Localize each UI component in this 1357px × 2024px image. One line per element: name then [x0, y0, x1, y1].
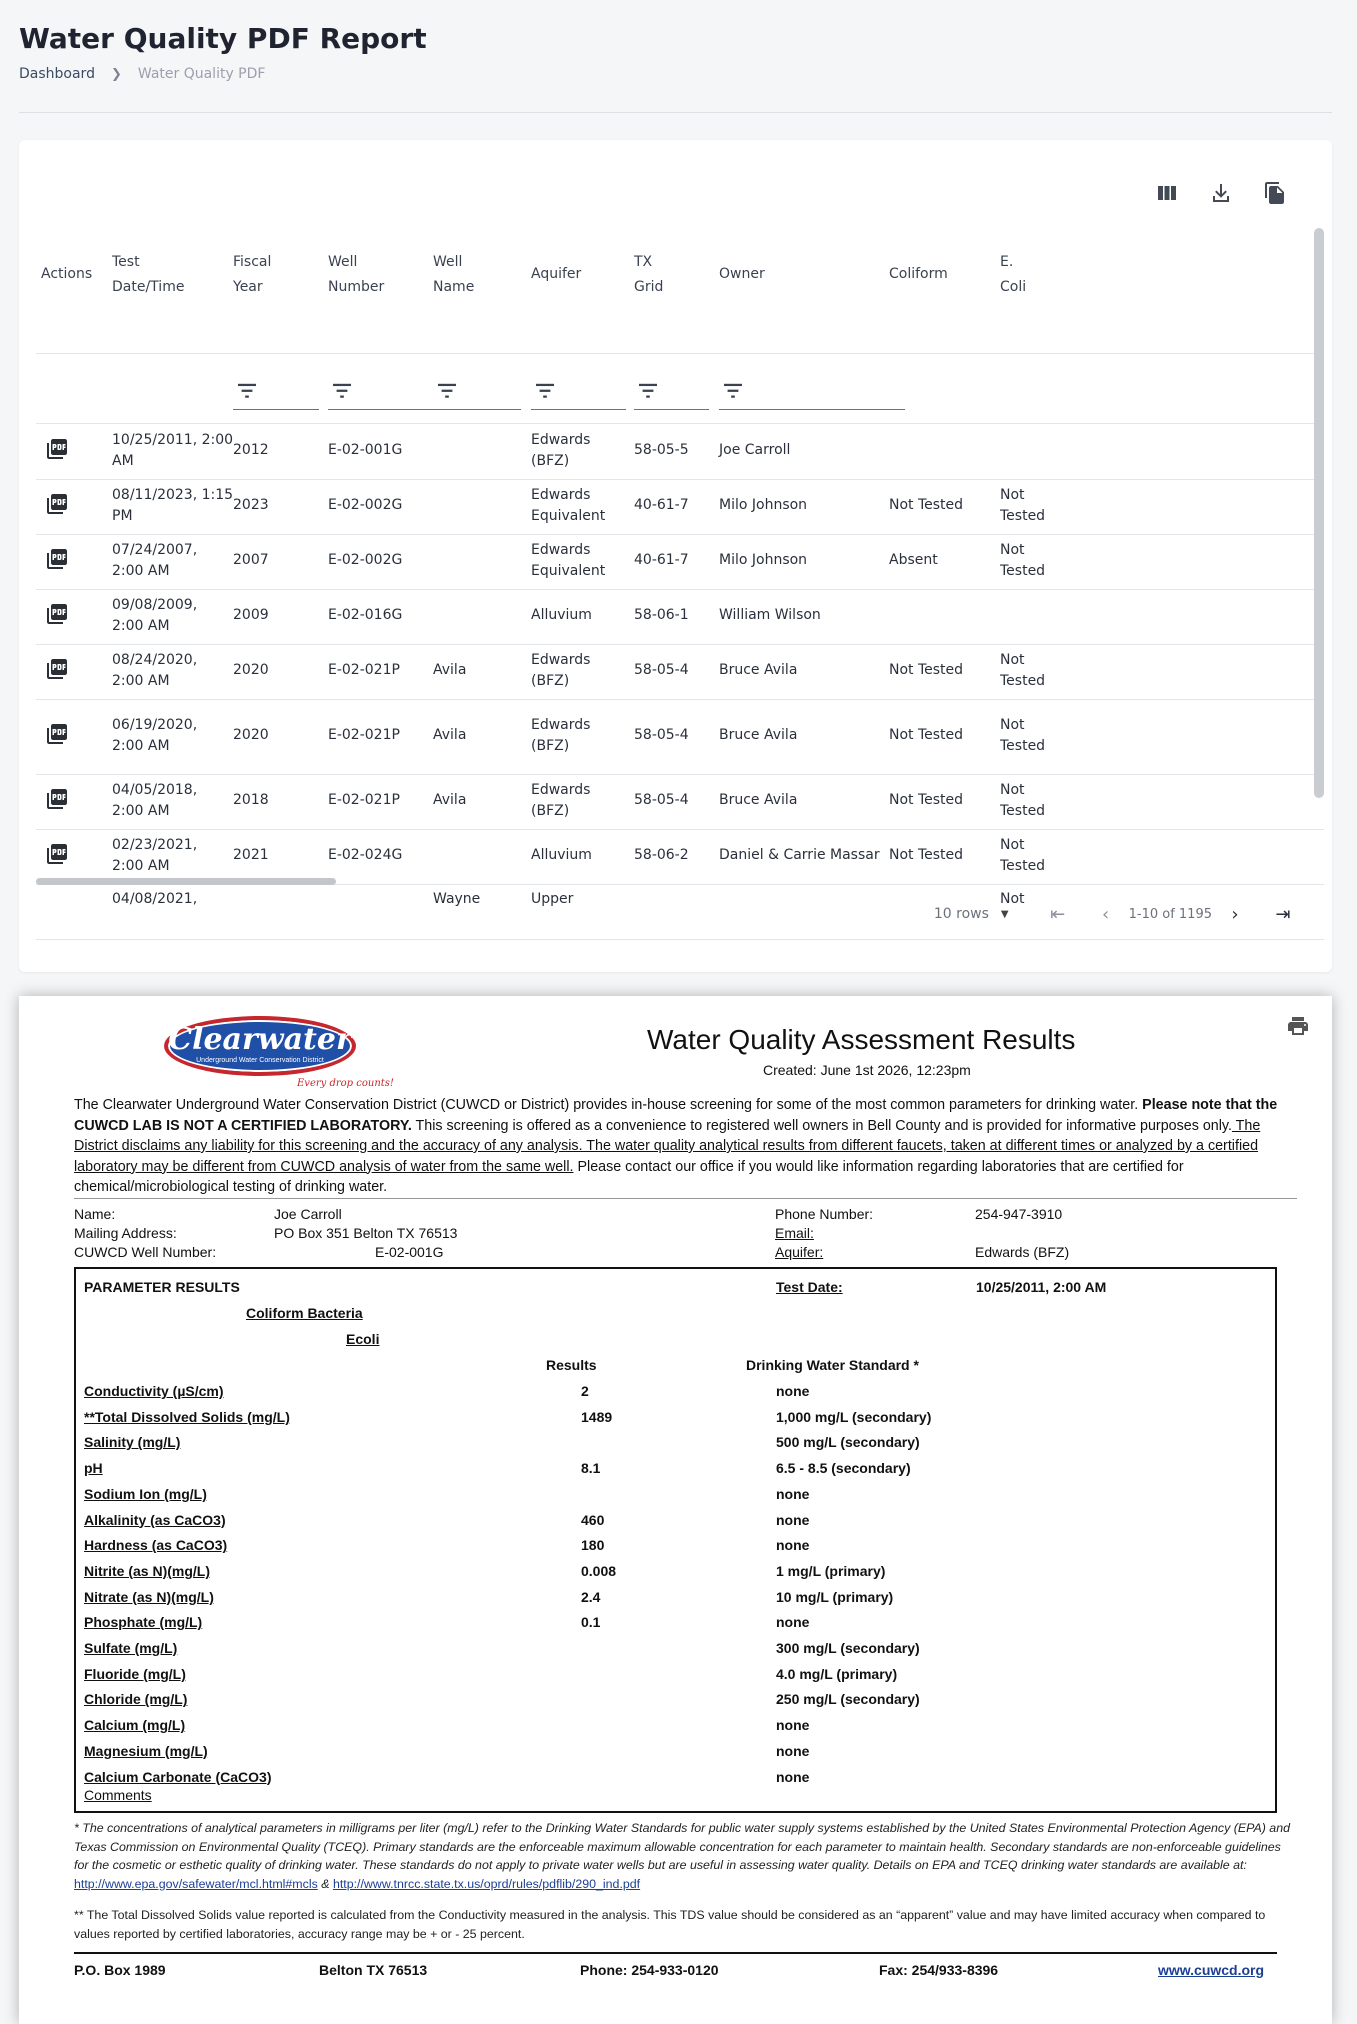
tceq-link[interactable]: http://www.tnrcc.state.tx.us/oprd/rules/pdflib/290_ind.pdf	[332, 1876, 641, 1891]
parameter-result: 2	[581, 1383, 589, 1399]
pdf-icon[interactable]	[45, 787, 69, 811]
cell-well-no: E-02-021P	[328, 662, 400, 678]
cell-datetime: 09/08/2009, 2:00 AM	[112, 596, 198, 634]
parameter-standard: 4.0 mg/L (primary)	[776, 1665, 898, 1682]
parameter-name: **Total Dissolved Solids (mg/L)	[84, 1408, 290, 1425]
intro-text: This screening is offered as a convenience to registered well owners in Bell County and is provided for informative purposes only.	[411, 1117, 1232, 1134]
table-row[interactable]	[36, 775, 1324, 830]
vertical-scrollbar[interactable]	[1314, 228, 1324, 798]
footer-phone: Phone: 254-933-0120	[580, 1962, 719, 1978]
next-page-icon[interactable]: ›	[1231, 903, 1239, 925]
cell-aquifer: Alluvium	[531, 607, 592, 623]
report-created: Created: June 1st 2026, 12:23pm	[763, 1062, 971, 1078]
cell-fiscal: 2018	[233, 792, 269, 808]
cell-ecoli: Not Tested	[1000, 541, 1046, 579]
cell-ecoli: Not Tested	[1000, 486, 1046, 524]
cell-txgrid: 40-61-7	[634, 552, 689, 568]
test-date-label: Test Date:	[776, 1279, 843, 1295]
phone-label: Phone Number:	[775, 1206, 874, 1222]
filter-icon	[637, 382, 659, 400]
column-header-aquifer[interactable]: Aquifer	[531, 266, 582, 282]
cell-txgrid: 58-05-4	[634, 792, 689, 808]
parameter-name: Nitrite (as N)(mg/L)	[84, 1562, 210, 1579]
parameter-standard: 500 mg/L (secondary)	[776, 1434, 920, 1451]
cell-txgrid: 58-05-5	[634, 442, 689, 458]
cell-txgrid: 58-05-4	[634, 662, 689, 678]
aquifer-value: Edwards (BFZ)	[975, 1244, 1070, 1260]
parameter-name: Calcium (mg/L)	[84, 1717, 186, 1734]
cell-ecoli: Not Tested	[1000, 716, 1046, 754]
parameter-name: Sodium Ion (mg/L)	[84, 1485, 207, 1502]
test-date-value: 10/25/2011, 2:00 AM	[976, 1279, 1107, 1295]
parameter-result: 460	[581, 1511, 605, 1528]
table-row[interactable]	[36, 425, 1324, 480]
footer-divider	[74, 1952, 1277, 1954]
table-row[interactable]	[36, 590, 1324, 645]
download-icon[interactable]	[1208, 180, 1234, 206]
filter-icon	[436, 382, 458, 400]
table-toolbar	[1154, 180, 1288, 206]
pdf-icon[interactable]	[45, 492, 69, 516]
footer-fax: Fax: 254/933-8396	[879, 1962, 999, 1978]
first-page-icon[interactable]: ⇤	[1050, 903, 1066, 925]
cell-aquifer: Alluvium	[531, 847, 592, 863]
table-row[interactable]	[36, 535, 1324, 590]
cell-fiscal: 2020	[233, 727, 269, 743]
parameter-name: Chloride (mg/L)	[84, 1691, 188, 1708]
parameter-standard: 10 mg/L (primary)	[776, 1588, 894, 1605]
header-divider	[19, 112, 1332, 113]
pdf-report	[19, 996, 1332, 2024]
parameter-standard: none	[776, 1717, 810, 1734]
cell-coliform: Not Tested	[889, 727, 964, 743]
filter-well_name[interactable]	[433, 382, 521, 410]
filter-owner[interactable]	[719, 382, 905, 410]
breadcrumb-dashboard-link[interactable]: Dashboard	[19, 66, 95, 82]
cell-txgrid: 58-06-2	[634, 847, 689, 863]
data-grid	[36, 228, 1324, 907]
pdf-icon[interactable]	[45, 547, 69, 571]
footnote-amp: &	[317, 1876, 333, 1891]
pdf-icon[interactable]	[45, 437, 69, 461]
cell-owner: Bruce Avila	[719, 662, 798, 678]
cell-well-name: Avila	[433, 662, 467, 678]
parameter-standard: none	[776, 1485, 810, 1502]
cell-datetime: 08/24/2020, 2:00 AM	[112, 651, 198, 689]
logo-name: Clearwater	[168, 1022, 352, 1057]
cell-owner: Milo Johnson	[719, 497, 808, 513]
parameter-name: Hardness (as CaCO3)	[84, 1537, 228, 1554]
phone-number: 254-947-3910	[975, 1206, 1063, 1222]
filter-icon	[331, 382, 353, 400]
cell-datetime: 04/05/2018, 2:00 AM	[112, 781, 198, 819]
parameter-standard: 6.5 - 8.5 (secondary)	[776, 1460, 911, 1477]
parameter-standard: none	[776, 1511, 810, 1528]
parameter-name: Magnesium (mg/L)	[84, 1742, 208, 1759]
parameter-name: pH	[84, 1460, 103, 1477]
page-title: Water Quality PDF Report	[19, 22, 427, 55]
cell-aquifer: Edwards (BFZ)	[531, 716, 591, 754]
parameter-result: 8.1	[581, 1460, 601, 1477]
parameter-name: Alkalinity (as CaCO3)	[84, 1511, 226, 1528]
cell-txgrid: 58-06-1	[634, 607, 689, 623]
columns-icon[interactable]	[1154, 180, 1180, 206]
parameter-name: Phosphate (mg/L)	[84, 1614, 203, 1631]
standard-header: Drinking Water Standard *	[746, 1357, 919, 1373]
parameter-standard: 250 mg/L (secondary)	[776, 1691, 920, 1708]
pdf-icon[interactable]	[45, 657, 69, 681]
cell-well-no: E-02-001G	[328, 442, 403, 458]
pdf-icon[interactable]	[45, 602, 69, 626]
parameter-results-box	[74, 1267, 1277, 1813]
column-header-datetime[interactable]: Test Date/Time	[112, 254, 185, 295]
parameter-standard: none	[776, 1537, 810, 1554]
column-header-fiscal[interactable]: Fiscal Year	[233, 254, 272, 295]
cell-coliform: Absent	[889, 552, 938, 568]
logo-subtitle: Underground Water Conservation District	[196, 1057, 324, 1064]
footer-city: Belton TX 76513	[319, 1962, 428, 1978]
cell-datetime: 04/08/2021,	[112, 891, 198, 907]
chevron-right-icon: ❯	[110, 66, 122, 82]
parameter-standard: 300 mg/L (secondary)	[776, 1640, 920, 1656]
cell-coliform: Not Tested	[889, 497, 964, 513]
column-header-txgrid[interactable]: TX Grid	[634, 254, 664, 295]
report-title: Water Quality Assessment Results	[647, 1024, 1076, 1055]
cell-coliform: Not Tested	[889, 662, 964, 678]
filter-txgrid[interactable]	[634, 382, 709, 410]
column-header-ecoli[interactable]: E. Coli	[1000, 254, 1027, 295]
parameter-name: Salinity (mg/L)	[84, 1434, 181, 1451]
footnote-standards	[74, 1819, 1290, 1893]
cell-ecoli: Not Tested	[1000, 836, 1046, 874]
cell-owner: Daniel & Carrie Massar	[719, 847, 880, 863]
cell-owner: Joe Carroll	[719, 442, 791, 458]
filter-fiscal[interactable]	[233, 382, 319, 410]
parameter-standard: none	[776, 1768, 810, 1785]
cell-coliform: Not Tested	[889, 847, 964, 863]
cell-fiscal: 2012	[233, 442, 269, 458]
ecoli-label: Ecoli	[346, 1331, 380, 1347]
cell-well-name: Wayne	[433, 891, 481, 907]
report-intro	[74, 1095, 1290, 1198]
column-header-actions[interactable]: Actions	[41, 266, 93, 282]
clearwater-logo	[164, 1016, 404, 1092]
caret-down-icon: ▼	[1000, 908, 1009, 920]
table-row[interactable]	[36, 830, 1324, 885]
cell-datetime: 07/24/2007, 2:00 AM	[112, 541, 198, 579]
owner-name: Joe Carroll	[274, 1206, 342, 1222]
cell-well-name: Avila	[433, 727, 467, 743]
filter-icon	[722, 382, 744, 400]
parameter-result: 0.1	[581, 1614, 601, 1631]
table-row[interactable]	[36, 480, 1324, 535]
cell-ecoli: Not Tested	[1000, 781, 1046, 819]
cell-datetime: 10/25/2011, 2:00 AM	[112, 431, 234, 469]
parameter-standard: 1,000 mg/L (secondary)	[776, 1408, 932, 1425]
parameter-result: 2.4	[581, 1588, 601, 1605]
prev-page-icon[interactable]: ‹	[1102, 903, 1110, 925]
cell-datetime: 02/23/2021, 2:00 AM	[112, 836, 198, 874]
page-range: 1-10 of 1195	[1128, 906, 1212, 922]
cell-well-name: Avila	[433, 792, 467, 808]
footer-website-link[interactable]: www.cuwcd.org	[1158, 1962, 1265, 1978]
breadcrumb-current: Water Quality PDF	[137, 66, 266, 82]
cell-well-no: E-02-021P	[328, 792, 400, 808]
parameter-results-heading: PARAMETER RESULTS	[84, 1279, 240, 1295]
table-row[interactable]	[36, 700, 1324, 775]
cell-ecoli: Not Tested	[1000, 651, 1046, 689]
cell-well-no: E-02-016G	[328, 607, 403, 623]
email-label: Email:	[775, 1225, 814, 1241]
column-header-owner[interactable]: Owner	[719, 266, 765, 282]
cell-fiscal: 2021	[233, 847, 269, 863]
cell-txgrid: 58-05-4	[634, 727, 689, 743]
cell-owner: Bruce Avila	[719, 727, 798, 743]
name-label: Name:	[74, 1206, 116, 1222]
mailing-address: PO Box 351 Belton TX 76513	[274, 1225, 458, 1241]
cell-aquifer: Edwards (BFZ)	[531, 431, 591, 469]
filter-icon	[534, 382, 556, 400]
cell-ecoli: Not	[1000, 891, 1025, 907]
cell-well-no: E-02-002G	[328, 497, 403, 513]
cell-owner: Bruce Avila	[719, 792, 798, 808]
cell-well-no: E-02-002G	[328, 552, 403, 568]
cell-fiscal: 2009	[233, 607, 269, 623]
cell-coliform: Not Tested	[889, 792, 964, 808]
comments-label: Comments	[84, 1787, 152, 1803]
parameter-name: Nitrate (as N)(mg/L)	[84, 1588, 214, 1605]
column-header-well_no[interactable]: Well Number	[328, 254, 385, 295]
cell-owner: William Wilson	[719, 607, 821, 623]
rows-per-page-select[interactable]	[934, 906, 1009, 922]
results-header: Results	[546, 1357, 597, 1373]
well-number: E-02-001G	[375, 1244, 444, 1260]
cell-well-no: E-02-021P	[328, 727, 400, 743]
filter-icon	[236, 382, 258, 400]
table-filter-row	[36, 354, 1324, 424]
table-header-row	[36, 228, 1324, 354]
cell-txgrid: 40-61-7	[634, 497, 689, 513]
rows-per-page-value: 10 rows	[933, 906, 989, 922]
cell-aquifer: Edwards Equivalent	[531, 541, 606, 579]
table-row[interactable]	[36, 645, 1324, 700]
cell-datetime: 06/19/2020, 2:00 AM	[112, 716, 198, 754]
cell-fiscal: 2023	[233, 497, 269, 513]
last-page-icon[interactable]: ⇥	[1275, 903, 1291, 925]
parameter-name: Conductivity (µS/cm)	[84, 1383, 224, 1399]
address-label: Mailing Address:	[74, 1225, 177, 1241]
footnote-tds: ** The Total Dissolved Solids value reported is calculated from the Conductivity measured in the analysis. This TDS value should be considered as an “apparent” value and may have limited accuracy when compared to values reported by certified laboratories, accuracy range may be + or - 25 percent.	[74, 1908, 1266, 1941]
report-divider	[74, 1198, 1297, 1199]
cell-aquifer: Edwards (BFZ)	[531, 781, 591, 819]
pagination	[934, 902, 1298, 926]
parameter-name: Sulfate (mg/L)	[84, 1640, 178, 1656]
parameter-result: 0.008	[581, 1562, 617, 1579]
pdf-icon[interactable]	[45, 842, 69, 866]
breadcrumb	[19, 66, 265, 82]
cell-aquifer: Edwards Equivalent	[531, 486, 606, 524]
parameter-name: Fluoride (mg/L)	[84, 1665, 186, 1682]
cell-well-no: E-02-024G	[328, 847, 403, 863]
cell-datetime: 08/11/2023, 1:15 PM	[112, 486, 234, 524]
intro-disclaimer: The District disclaims any liability for this screening and the accuracy of any analysis. The water quality analytical results from different faucets, taken at different times or analyzed by a certified laboratory may be different from CUWCD analysis of water from the same well.	[74, 1117, 1261, 1175]
parameter-name: Calcium Carbonate (CaCO3)	[84, 1768, 272, 1785]
parameter-standard: none	[776, 1742, 810, 1759]
column-header-coliform[interactable]: Coliform	[889, 266, 948, 282]
cell-fiscal: 2007	[233, 552, 269, 568]
parameter-result: 1489	[581, 1408, 613, 1425]
coliform-bacteria-label: Coliform Bacteria	[246, 1305, 363, 1321]
aquifer-label: Aquifer:	[775, 1244, 824, 1260]
intro-warning: Please note that the CUWCD LAB IS NOT A CERTIFIED LABORATORY.	[74, 1097, 1278, 1134]
horizontal-scrollbar[interactable]	[36, 878, 336, 885]
filter-well_no[interactable]	[328, 382, 434, 410]
intro-text: Please contact our office if you would like information regarding laboratories that are certified for chemical/microbiological testing of drinking water.	[74, 1158, 1184, 1195]
epa-link[interactable]: http://www.epa.gov/safewater/mcl.html#mcls	[74, 1876, 318, 1891]
parameter-standard: 1 mg/L (primary)	[776, 1562, 886, 1579]
parameter-result: 180	[581, 1537, 605, 1554]
copy-icon[interactable]	[1262, 180, 1288, 206]
intro-text: The Clearwater Underground Water Conservation District (CUWCD or District) provides in-house screening for some of the most common parameters for drinking water.	[74, 1097, 1143, 1113]
filter-aquifer[interactable]	[531, 382, 626, 410]
logo-tagline: Every drop counts!	[297, 1078, 394, 1089]
footnote-text: * The concentrations of analytical parameters in milligrams per liter (mg/L) refer to the Drinking Water Standards for public water supply systems established by the United States Environmental Protection Agency (EPA) and Texas Commission on Environmental Quality (TCEQ). Primary standards are the enforceable maximum allowable concentration for each parameter to maintain health. Secondary standards are non-enforceable guidelines for the cosmetic or esthetic quality of drinking water. These standards do not apply to private water wells but are useful in assessing water quality. Details on EPA and TCEQ drinking water standards are available at:	[74, 1821, 1290, 1872]
parameter-standard: none	[776, 1383, 810, 1399]
cell-aquifer: Upper	[531, 891, 574, 907]
column-header-well_name[interactable]: Well Name	[433, 254, 475, 295]
well-number-label: CUWCD Well Number:	[74, 1244, 217, 1260]
pdf-icon[interactable]	[45, 722, 69, 746]
parameter-standard: none	[776, 1614, 810, 1631]
report-table-card	[19, 140, 1332, 972]
cell-fiscal: 2020	[233, 662, 269, 678]
cell-aquifer: Edwards (BFZ)	[531, 651, 591, 689]
footer-po-box: P.O. Box 1989	[74, 1962, 166, 1978]
print-icon[interactable]	[1286, 1014, 1312, 1038]
cell-owner: Milo Johnson	[719, 552, 808, 568]
